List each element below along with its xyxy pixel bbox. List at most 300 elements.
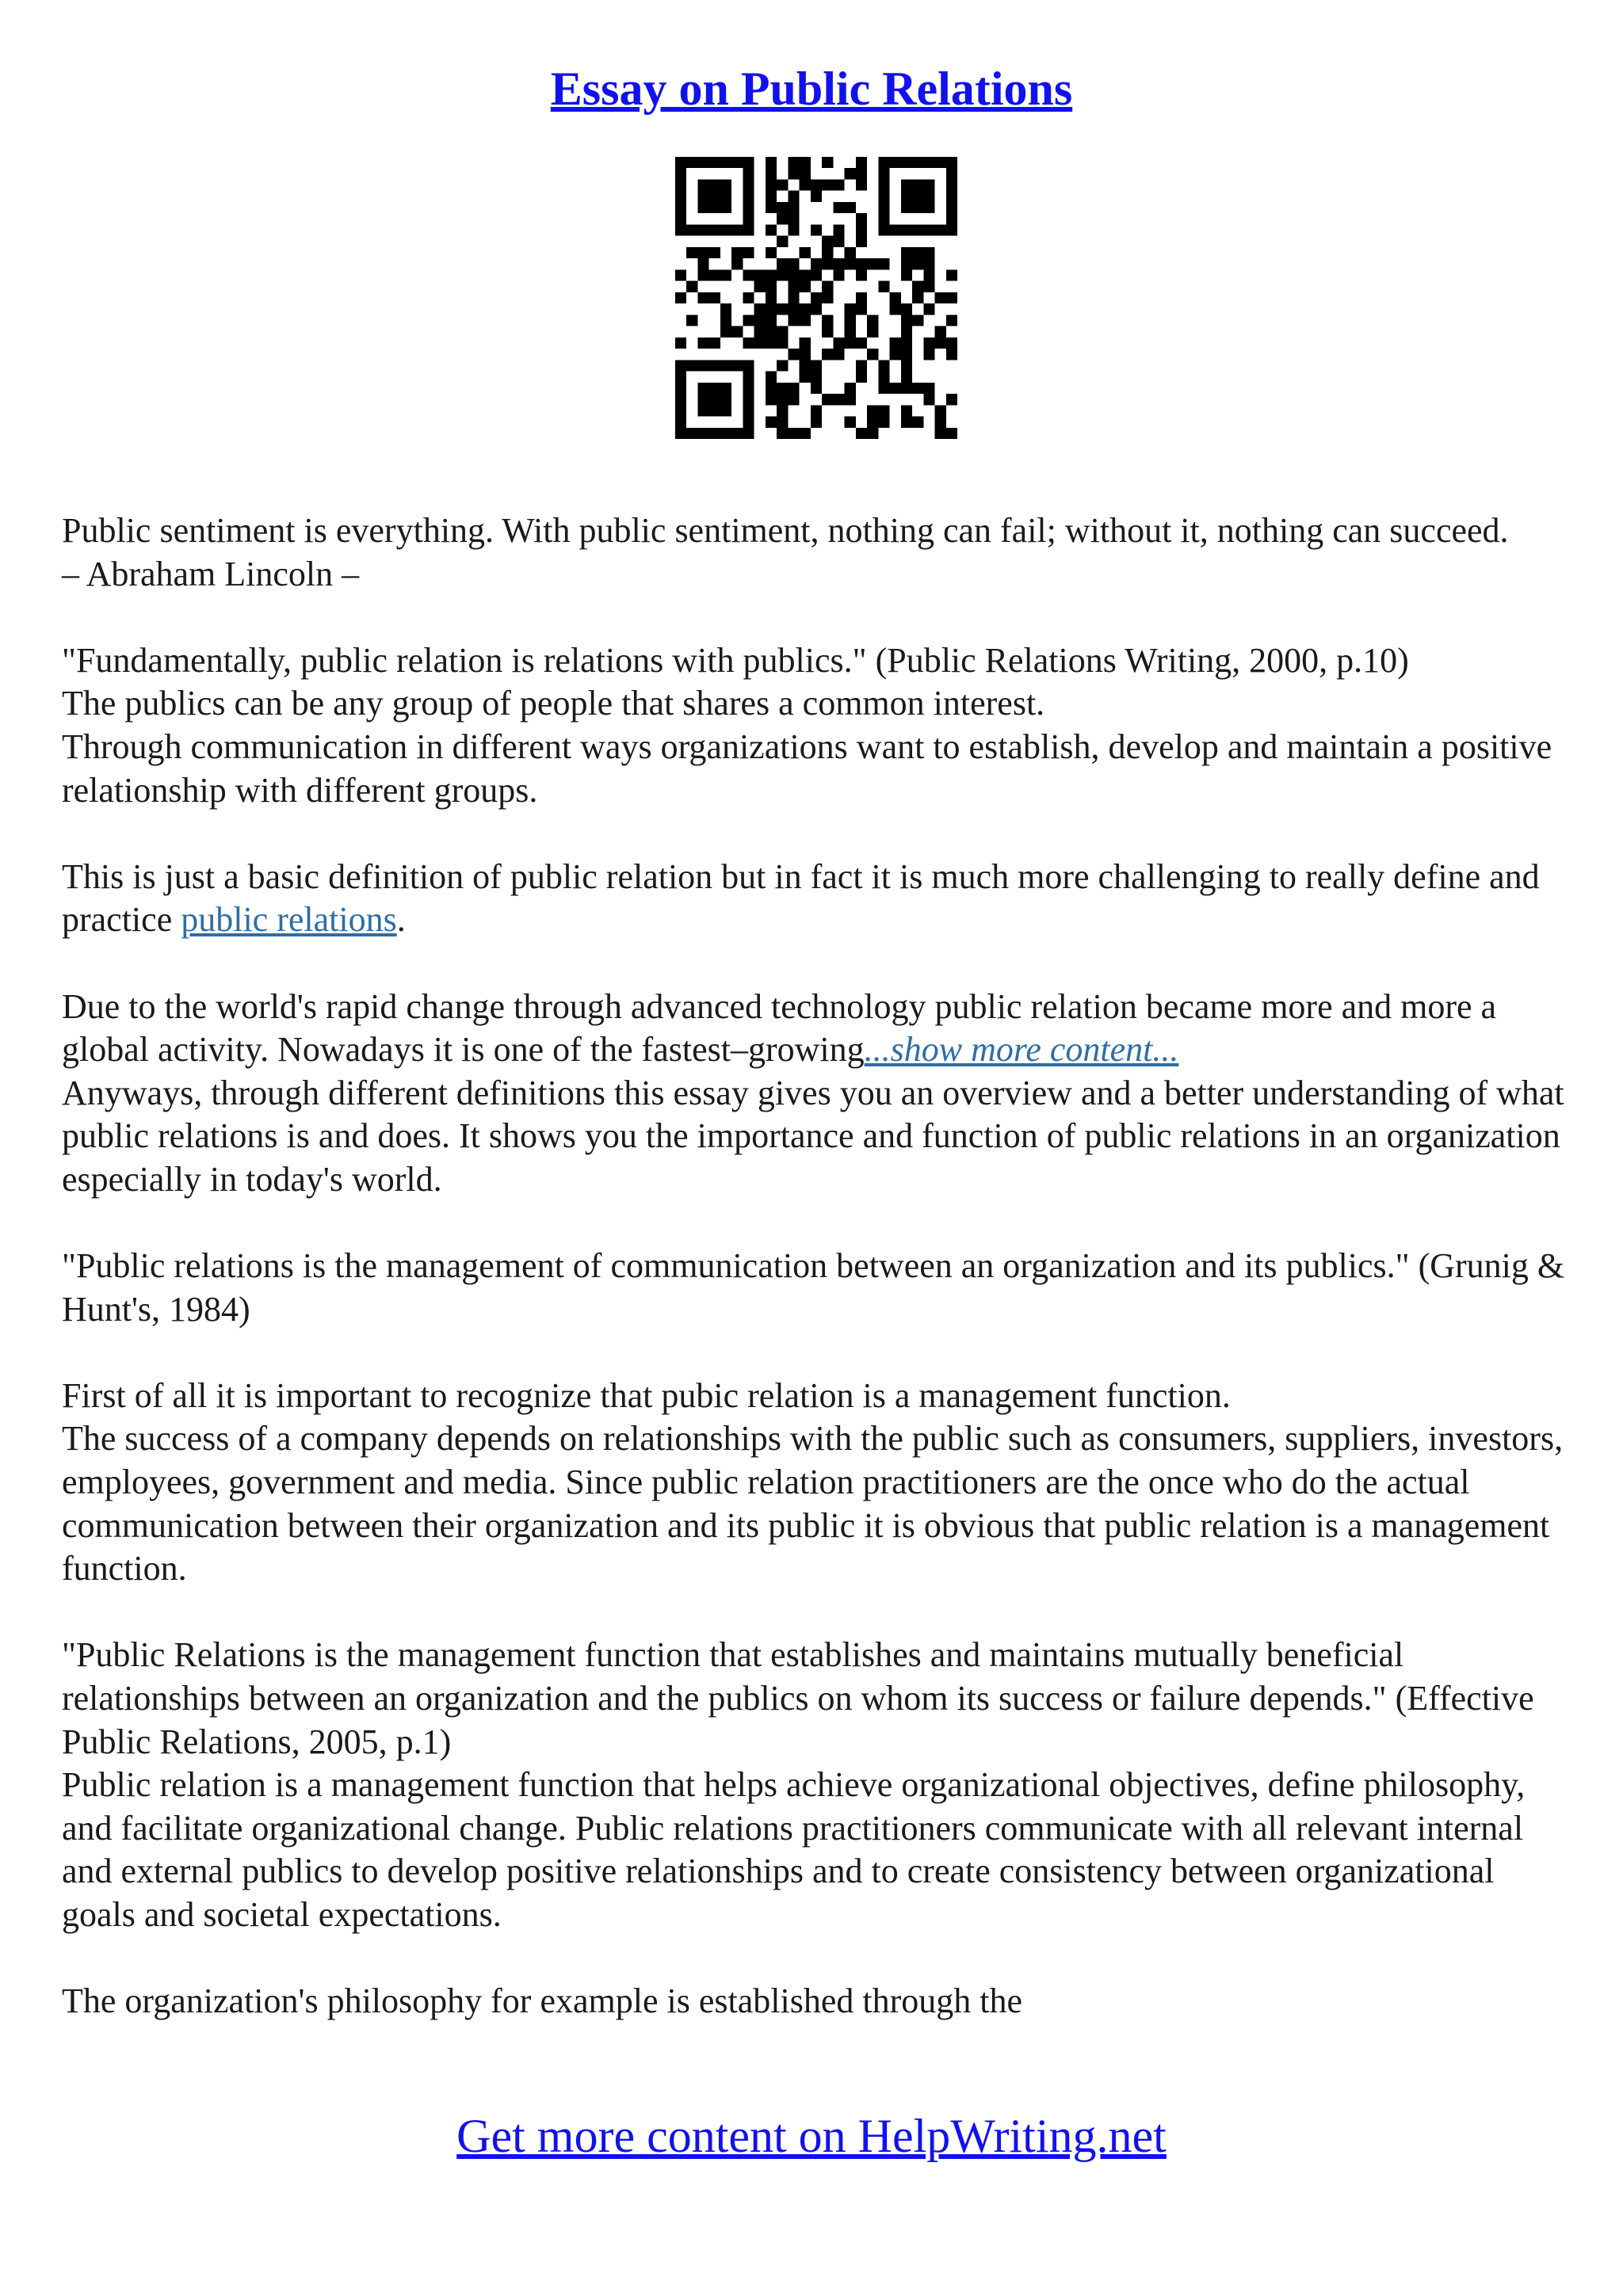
page-title — [0, 57, 1623, 120]
qr-module — [867, 258, 878, 269]
qr-module — [912, 157, 923, 168]
qr-module — [890, 224, 901, 235]
qr-module — [856, 372, 867, 383]
qr-module — [777, 428, 788, 439]
qr-module — [912, 247, 923, 258]
qr-module — [777, 326, 788, 338]
qr-module — [856, 360, 867, 371]
paragraph-philosophy — [62, 1980, 1568, 2023]
qr-module — [697, 269, 708, 280]
qr-module — [800, 168, 811, 179]
paragraph-text: This is just a basic definition of public relation but in fact it is much more challenging to really define and practice — [62, 856, 1540, 940]
qr-module — [754, 269, 766, 280]
qr-module — [845, 315, 856, 326]
qr-module — [822, 281, 833, 292]
qr-module — [935, 428, 946, 439]
qr-module — [811, 360, 822, 371]
qr-module — [800, 428, 811, 439]
qr-module — [686, 428, 697, 439]
qr-module — [946, 269, 957, 280]
qr-module — [845, 326, 856, 338]
qr-module — [686, 157, 697, 168]
qr-module — [912, 281, 923, 292]
qr-module — [766, 326, 777, 338]
qr-module — [788, 258, 799, 269]
qr-module — [833, 269, 844, 280]
qr-module — [686, 360, 697, 371]
qr-module — [675, 224, 686, 235]
qr-module — [845, 202, 856, 213]
qr-module — [697, 157, 708, 168]
qr-module — [697, 405, 708, 416]
qr-module — [901, 224, 912, 235]
qr-module — [788, 224, 799, 235]
qr-module — [935, 405, 946, 416]
qr-module — [709, 191, 720, 202]
qr-module — [777, 360, 788, 371]
qr-module — [788, 394, 799, 405]
qr-module — [743, 191, 754, 202]
qr-module — [766, 191, 777, 202]
qr-module — [675, 168, 686, 179]
paragraph-text: First of all it is important to recognize that pubic relation is a management function. — [62, 1375, 1231, 1415]
qr-module — [856, 157, 867, 168]
qr-module — [777, 383, 788, 394]
qr-module — [675, 394, 686, 405]
qr-module — [811, 191, 822, 202]
paragraph-grunig-quote — [62, 1245, 1568, 1331]
qr-module — [788, 202, 799, 213]
qr-module — [901, 157, 912, 168]
qr-module — [845, 247, 856, 258]
paragraph-text: "Public Relations is the management function that establishes and maintains mutually beneficial relationships between an organization and the publics on whom its success or failure depends." (Effective Public Relations, 2005, p.1) — [62, 1635, 1534, 1761]
qr-module — [766, 281, 777, 292]
qr-module — [845, 338, 856, 349]
qr-module — [697, 224, 708, 235]
qr-module — [743, 292, 754, 303]
qr-module — [901, 179, 912, 190]
qr-module — [946, 202, 957, 213]
qr-module — [833, 179, 844, 190]
qr-module — [766, 372, 777, 383]
qr-module — [731, 224, 743, 235]
qr-module — [912, 224, 923, 235]
qr-module — [833, 394, 844, 405]
qr-module — [709, 292, 720, 303]
public-relations-link[interactable]: public relations — [181, 900, 397, 940]
qr-module — [766, 292, 777, 303]
qr-module — [878, 383, 889, 394]
qr-module — [946, 349, 957, 360]
qr-module — [697, 292, 708, 303]
qr-module — [743, 179, 754, 190]
qr-module — [856, 179, 867, 190]
qr-module — [731, 428, 743, 439]
qr-module — [833, 224, 844, 235]
qr-module — [754, 281, 766, 292]
qr-module — [923, 247, 934, 258]
qr-module — [856, 292, 867, 303]
qr-module — [686, 315, 697, 326]
qr-module — [720, 315, 731, 326]
paragraph-text: Through communication in different ways organizations want to establish, develop and maintain a positive relationship with different groups. — [62, 727, 1552, 810]
qr-module — [697, 202, 708, 213]
qr-module — [878, 405, 889, 416]
qr-module — [845, 303, 856, 315]
qr-module — [811, 372, 822, 383]
qr-module — [788, 269, 799, 280]
qr-module — [923, 349, 934, 360]
qr-module — [766, 157, 777, 168]
paragraph-global-activity — [62, 986, 1568, 1202]
qr-module — [720, 157, 731, 168]
qr-module — [766, 303, 777, 315]
qr-module — [788, 315, 799, 326]
qr-module — [800, 179, 811, 190]
qr-module — [878, 258, 889, 269]
qr-module — [811, 417, 822, 428]
qr-module — [901, 315, 912, 326]
qr-module — [743, 202, 754, 213]
qr-module — [845, 417, 856, 428]
qr-module — [878, 224, 889, 235]
qr-module — [822, 247, 833, 258]
qr-module — [912, 191, 923, 202]
qr-module — [935, 224, 946, 235]
qr-module — [697, 383, 708, 394]
paragraph-basic-definition — [62, 856, 1568, 942]
qr-module — [766, 224, 777, 235]
qr-module — [923, 269, 934, 280]
qr-module — [867, 349, 878, 360]
qr-module — [946, 315, 957, 326]
qr-module — [743, 213, 754, 224]
qr-module — [946, 292, 957, 303]
qr-module — [709, 360, 720, 371]
footer-link[interactable]: Get more content on HelpWriting.net — [456, 2110, 1167, 2162]
qr-module — [675, 202, 686, 213]
qr-module — [822, 258, 833, 269]
qr-module — [946, 224, 957, 235]
qr-module — [845, 168, 856, 179]
qr-module — [800, 281, 811, 292]
qr-module — [867, 417, 878, 428]
qr-module — [833, 338, 844, 349]
paragraph-text: The organization's philosophy for example is established through the — [62, 1981, 1022, 2021]
qr-module — [720, 405, 731, 416]
paragraph-text: "Public relations is the management of communication between an organization and its publics." (Grunig & Hunt's, 1984) — [62, 1246, 1565, 1329]
qr-module — [923, 258, 934, 269]
qr-module — [946, 168, 957, 179]
qr-module — [912, 417, 923, 428]
qr-module — [878, 372, 889, 383]
qr-module — [675, 157, 686, 168]
qr-module — [800, 247, 811, 258]
qr-module — [946, 179, 957, 190]
qr-module — [788, 281, 799, 292]
title-link[interactable]: Essay on Public Relations — [550, 63, 1073, 115]
qr-module — [697, 179, 708, 190]
essay-body — [62, 509, 1568, 2023]
qr-module — [675, 213, 686, 224]
qr-module — [890, 383, 901, 394]
qr-module — [766, 338, 777, 349]
qr-module — [743, 383, 754, 394]
qr-module — [800, 157, 811, 168]
qr-module — [878, 281, 889, 292]
qr-module — [777, 303, 788, 315]
qr-module — [856, 168, 867, 179]
qr-module — [822, 349, 833, 360]
qr-module — [709, 179, 720, 190]
qr-module — [743, 338, 754, 349]
qr-module — [878, 191, 889, 202]
qr-module — [890, 338, 901, 349]
qr-module — [743, 428, 754, 439]
qr-module — [822, 315, 833, 326]
qr-module — [867, 315, 878, 326]
qr-module — [923, 179, 934, 190]
qr-module — [923, 191, 934, 202]
qr-module — [777, 269, 788, 280]
qr-module — [788, 168, 799, 179]
qr-module — [856, 338, 867, 349]
qr-module — [709, 405, 720, 416]
paragraph-text: "Fundamentally, public relation is relations with publics." (Public Relations Writing, 2000, p.10) — [62, 640, 1409, 680]
qr-module — [800, 315, 811, 326]
qr-module — [912, 179, 923, 190]
qr-module — [822, 157, 833, 168]
qr-module — [867, 405, 878, 416]
qr-module — [845, 383, 856, 394]
qr-module — [675, 417, 686, 428]
qr-module — [923, 157, 934, 168]
qr-module — [800, 372, 811, 383]
qr-module — [878, 179, 889, 190]
qr-module — [697, 428, 708, 439]
qr-module — [777, 338, 788, 349]
qr-module — [923, 224, 934, 235]
qr-module — [811, 383, 822, 394]
qr-module — [811, 405, 822, 416]
qr-module — [901, 191, 912, 202]
qr-module — [856, 269, 867, 280]
qr-module — [709, 247, 720, 258]
qr-module — [766, 394, 777, 405]
qr-module — [777, 213, 788, 224]
qr-module — [890, 292, 901, 303]
qr-module — [743, 157, 754, 168]
qr-module — [743, 417, 754, 428]
qr-module — [946, 191, 957, 202]
qr-module — [946, 338, 957, 349]
qr-module — [697, 394, 708, 405]
qr-module — [878, 168, 889, 179]
qr-module — [766, 269, 777, 280]
qr-module — [878, 360, 889, 371]
qr-module — [800, 303, 811, 315]
qr-module — [675, 338, 686, 349]
qr-module — [901, 383, 912, 394]
qr-module — [743, 168, 754, 179]
paragraph-text: The success of a company depends on relationships with the public such as consumers, suppliers, investors, employees, government and media. Since public relation practitioners are the once who do the actual communication between their organization and its public it is obvious that public relation is a management function. — [62, 1419, 1564, 1589]
quote-author: – Abraham Lincoln – — [62, 554, 360, 593]
qr-module — [935, 326, 946, 338]
qr-module — [878, 213, 889, 224]
qr-module — [720, 269, 731, 280]
qr-module — [856, 303, 867, 315]
qr-module — [856, 428, 867, 439]
qr-module — [856, 224, 867, 235]
qr-module — [777, 405, 788, 416]
qr-module — [720, 202, 731, 213]
qr-module — [912, 292, 923, 303]
qr-module — [743, 315, 754, 326]
qr-module — [788, 292, 799, 303]
qr-module — [788, 349, 799, 360]
qr-module — [901, 326, 912, 338]
qr-module — [709, 428, 720, 439]
qr-module — [946, 213, 957, 224]
qr-module — [901, 247, 912, 258]
qr-module — [901, 349, 912, 360]
qr-module — [811, 292, 822, 303]
paragraph-text: The publics can be any group of people that shares a common interest. — [62, 684, 1045, 723]
qr-module — [743, 224, 754, 235]
qr-module — [777, 417, 788, 428]
qr-module — [766, 168, 777, 179]
qr-module — [822, 394, 833, 405]
qr-module — [720, 303, 731, 315]
paragraph-text: Due to the world's rapid change through advanced technology public relation became more and more a global activity. Nowadays it is one of the fastest–growing — [62, 986, 1497, 1070]
qr-module — [777, 236, 788, 247]
qr-module — [766, 315, 777, 326]
qr-module — [675, 405, 686, 416]
qr-module — [731, 247, 743, 258]
qr-module — [788, 191, 799, 202]
qr-module — [720, 360, 731, 371]
qr-module — [856, 236, 867, 247]
qr-module — [766, 247, 777, 258]
qr-module — [935, 338, 946, 349]
qr-module — [811, 224, 822, 235]
qr-module — [811, 179, 822, 190]
qr-module — [845, 258, 856, 269]
qr-module — [935, 157, 946, 168]
qr-module — [923, 202, 934, 213]
qr-module — [845, 394, 856, 405]
qr-module — [788, 157, 799, 168]
qr-module — [867, 326, 878, 338]
qr-module — [923, 338, 934, 349]
qr-module — [822, 179, 833, 190]
qr-module — [901, 360, 912, 371]
qr-module — [697, 258, 708, 269]
qr-module — [697, 191, 708, 202]
paragraph-management-function — [62, 1375, 1568, 1591]
qr-module — [833, 236, 844, 247]
qr-module — [946, 394, 957, 405]
qr-module — [709, 157, 720, 168]
qr-module — [720, 428, 731, 439]
qr-module — [675, 269, 686, 280]
qr-module — [856, 213, 867, 224]
qr-module — [800, 269, 811, 280]
qr-module — [901, 405, 912, 416]
qr-module — [800, 360, 811, 371]
qr-module — [867, 428, 878, 439]
quote-text: Public sentiment is everything. With public sentiment, nothing can fail; without it, nothing can succeed. — [62, 511, 1509, 550]
qr-module — [811, 269, 822, 280]
paragraph-effective-pr — [62, 1634, 1568, 1936]
qr-module — [901, 258, 912, 269]
qr-module — [686, 281, 697, 292]
qr-module — [946, 428, 957, 439]
qr-module — [901, 303, 912, 315]
qr-module — [833, 349, 844, 360]
qr-module — [890, 349, 901, 360]
qr-module — [788, 428, 799, 439]
qr-module — [675, 372, 686, 383]
qr-module — [709, 394, 720, 405]
qr-module — [743, 372, 754, 383]
qr-module — [743, 269, 754, 280]
qr-module — [788, 303, 799, 315]
qr-code-icon — [675, 157, 957, 439]
qr-module — [811, 258, 822, 269]
quote-block — [62, 509, 1568, 596]
qr-module — [923, 394, 934, 405]
qr-module — [946, 157, 957, 168]
qr-module — [923, 383, 934, 394]
qr-module — [766, 179, 777, 190]
qr-module — [912, 202, 923, 213]
qr-module — [912, 383, 923, 394]
qr-module — [822, 326, 833, 338]
qr-module — [720, 191, 731, 202]
qr-module — [720, 224, 731, 235]
qr-module — [811, 303, 822, 315]
show-more-link[interactable]: ...show more content... — [864, 1030, 1179, 1070]
qr-module — [890, 303, 901, 315]
qr-module — [720, 326, 731, 338]
qr-module — [777, 258, 788, 269]
qr-module — [720, 179, 731, 190]
qr-module — [754, 315, 766, 326]
qr-module — [912, 315, 923, 326]
qr-module — [743, 360, 754, 371]
qr-module — [754, 326, 766, 338]
qr-module — [923, 281, 934, 292]
qr-module — [709, 269, 720, 280]
qr-module — [731, 157, 743, 168]
qr-module — [901, 269, 912, 280]
qr-module — [743, 394, 754, 405]
qr-module — [878, 202, 889, 213]
qr-module — [766, 383, 777, 394]
qr-module — [912, 258, 923, 269]
qr-module — [743, 405, 754, 416]
qr-module — [754, 303, 766, 315]
qr-module — [878, 157, 889, 168]
qr-module — [709, 224, 720, 235]
qr-module — [901, 372, 912, 383]
qr-module — [766, 202, 777, 213]
qr-module — [743, 247, 754, 258]
qr-module — [777, 394, 788, 405]
qr-module — [890, 157, 901, 168]
qr-module — [675, 383, 686, 394]
